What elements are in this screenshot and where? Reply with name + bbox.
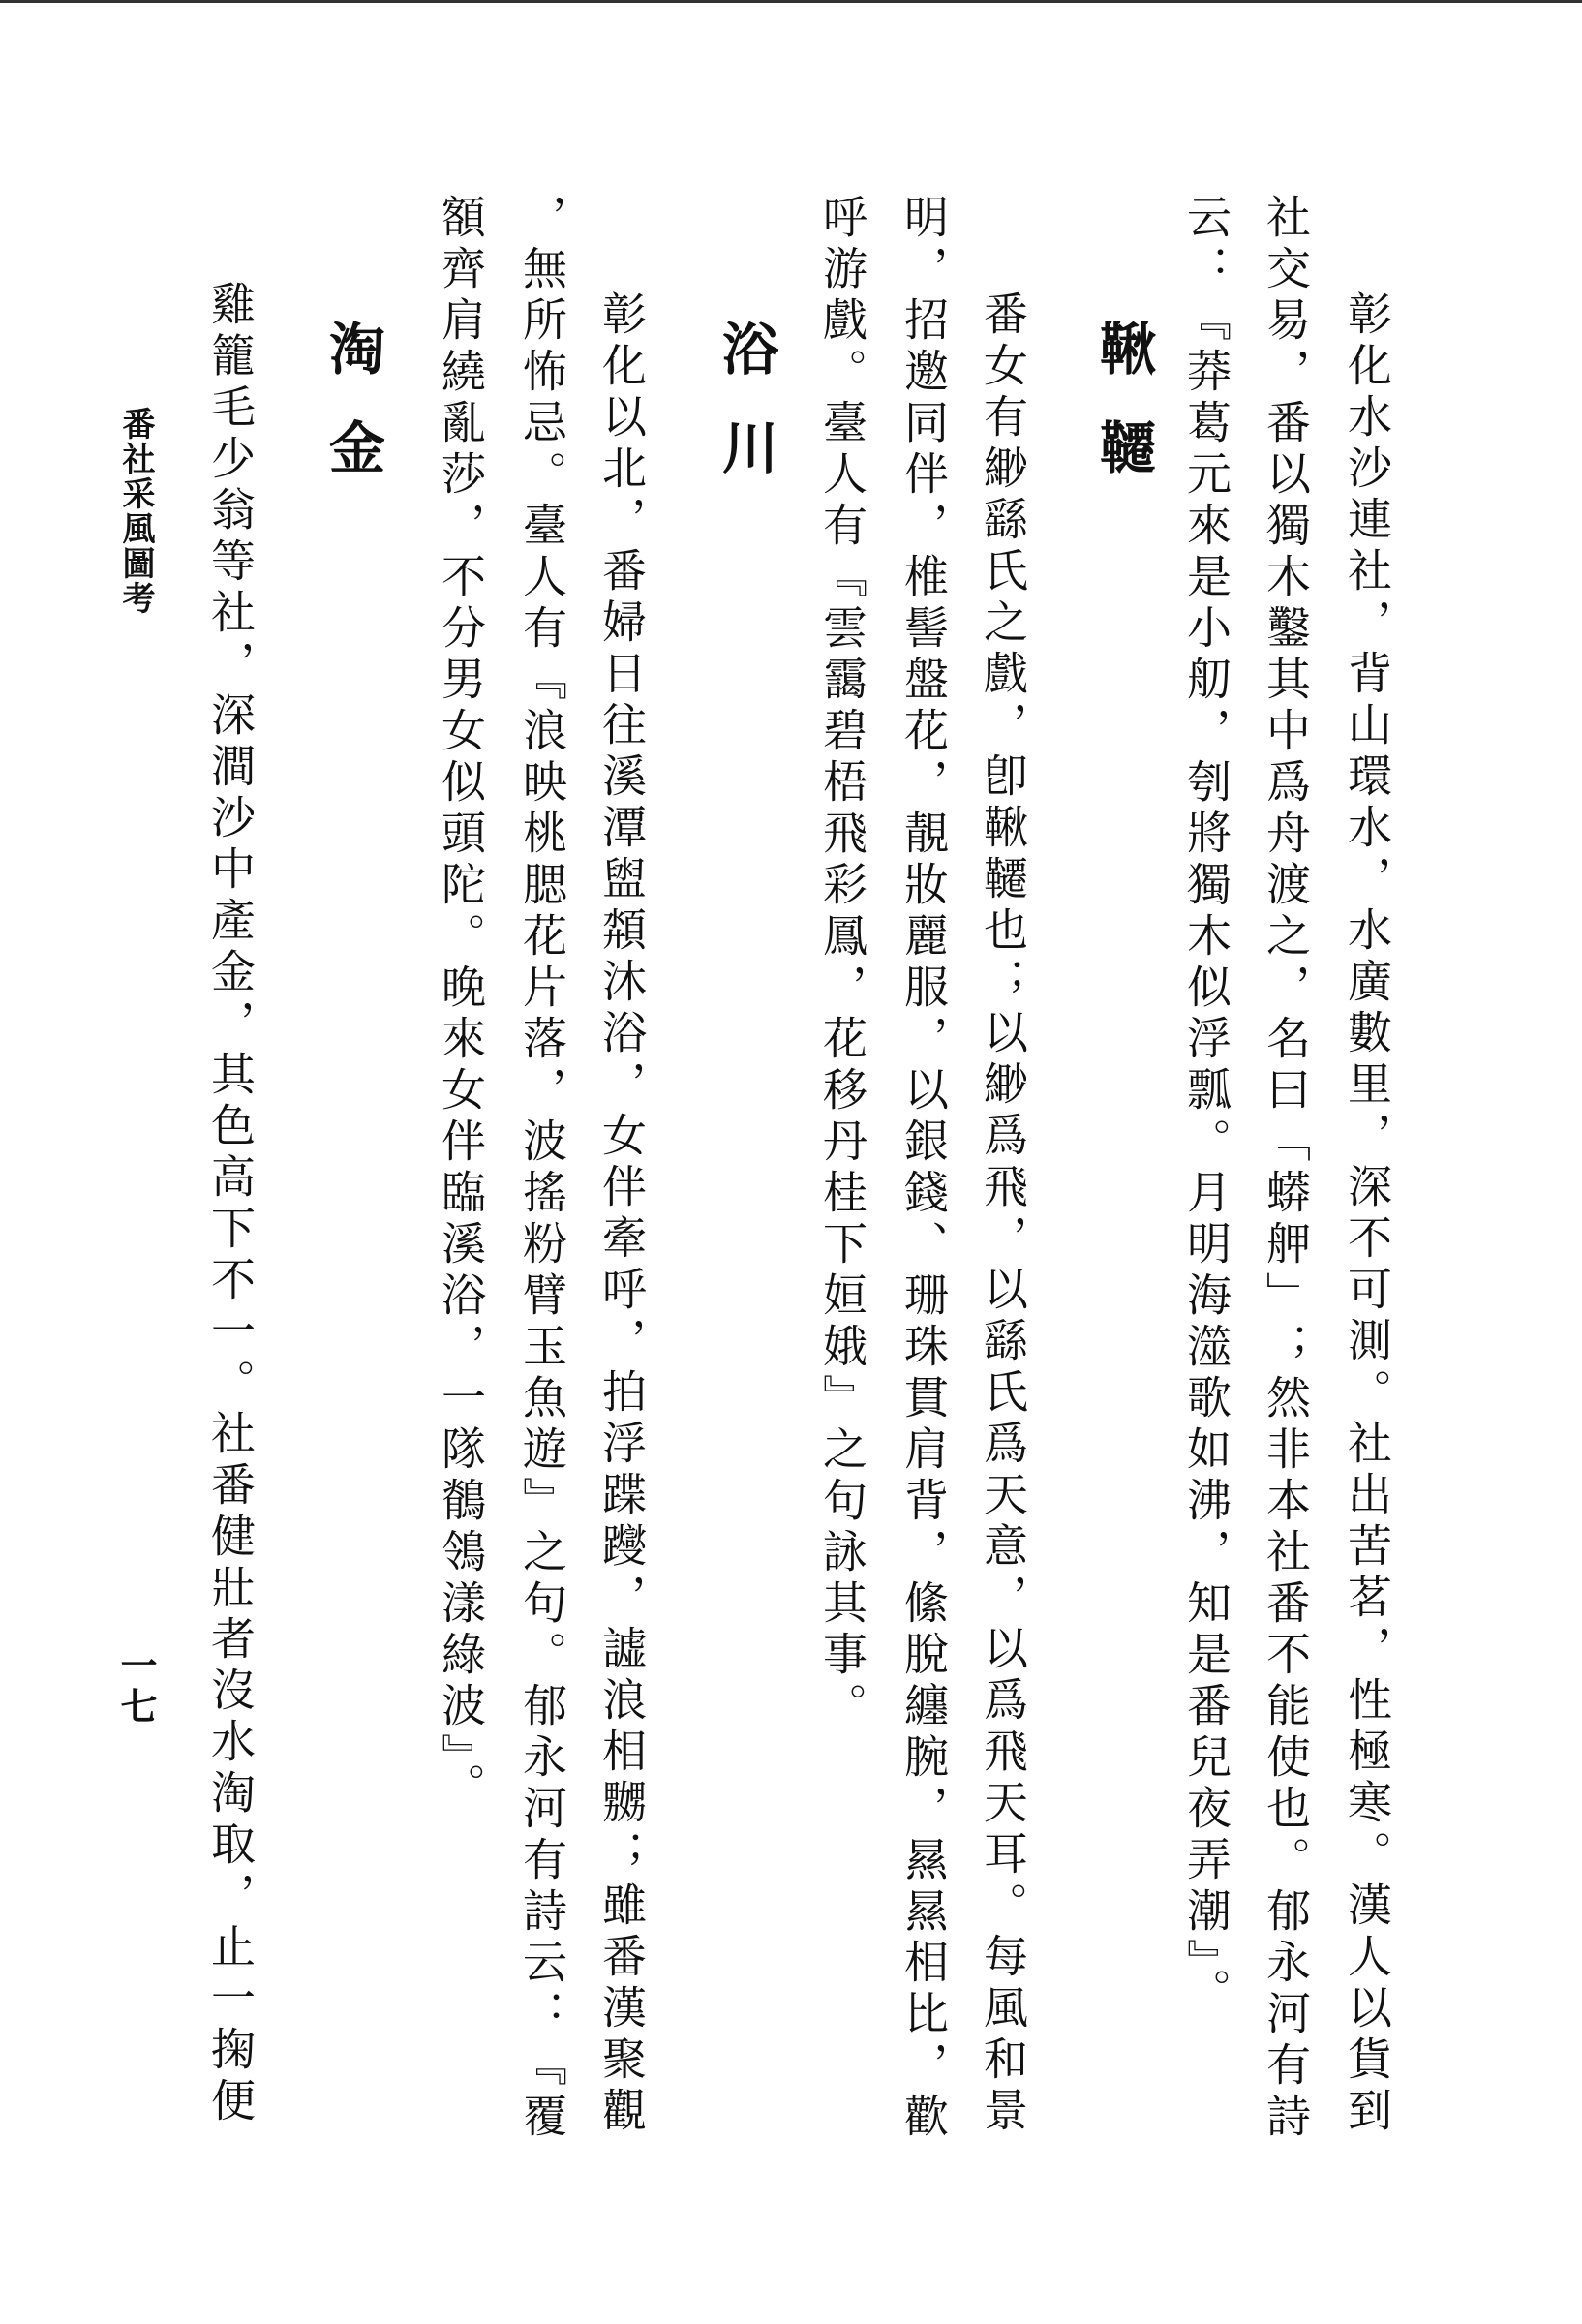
running-head: 番社采風圖考 bbox=[116, 407, 155, 616]
text-column: 明，招邀同伴，椎髻盤花，靚妝麗服，以銀錢、珊珠貫肩背，絛脫纏腕，㬎㬎相比，歡 bbox=[897, 194, 950, 2144]
text-column: 額齊肩繞亂莎，不分男女似頭陀。晚來女伴臨溪浴，一隊鶺鴒漾綠波』。 bbox=[435, 194, 487, 1814]
section-heading: 淘金 bbox=[319, 320, 385, 517]
text-column: 云：『莽葛元來是小舠，刳將獨木似浮瓢。月明海澨歌如沸，知是番兒夜弄潮』。 bbox=[1180, 194, 1232, 2019]
text-column: 彰化以北，番婦日往溪潭盥頮沐浴，女伴牽呼，拍浮蹀躞，譃浪相嬲；雖番漢聚觀 bbox=[595, 290, 648, 2138]
section-heading: 鞦韆 bbox=[1090, 320, 1156, 517]
text-column: 彰化水沙連社，背山環水，水廣數里，深不可測。社出苦茗，性極寒。漢人以貨到 bbox=[1341, 290, 1393, 2138]
top-border-rule bbox=[0, 0, 1582, 3]
text-column: ，無所怖忌。臺人有『浪映桃腮花片落，波搖粉臂玉魚遊』之句。郁永河有詩云：『覆 bbox=[516, 194, 568, 2144]
text-column: 呼游戲。臺人有『雲靄碧梧飛彩鳳，花移丹桂下姮娥』之句詠其事。 bbox=[816, 194, 868, 1733]
text-column: 雞籠毛少翁等社，深澗沙中產金，其色高下不一。社番健壯者沒水淘取，止一掬便 bbox=[204, 281, 257, 2128]
text-column: 社交易，番以獨木鑿其中爲舟渡之，名曰「蟒舺」；然非本社番不能使也。郁永河有詩 bbox=[1260, 194, 1312, 2144]
page-number: 一七 bbox=[114, 1646, 158, 1728]
section-heading: 浴川 bbox=[713, 320, 778, 517]
text-column: 番女有緲繇氏之戲，卽鞦韆也；以緲爲飛，以繇氏爲天意，以爲飛天耳。每風和景 bbox=[977, 290, 1029, 2138]
